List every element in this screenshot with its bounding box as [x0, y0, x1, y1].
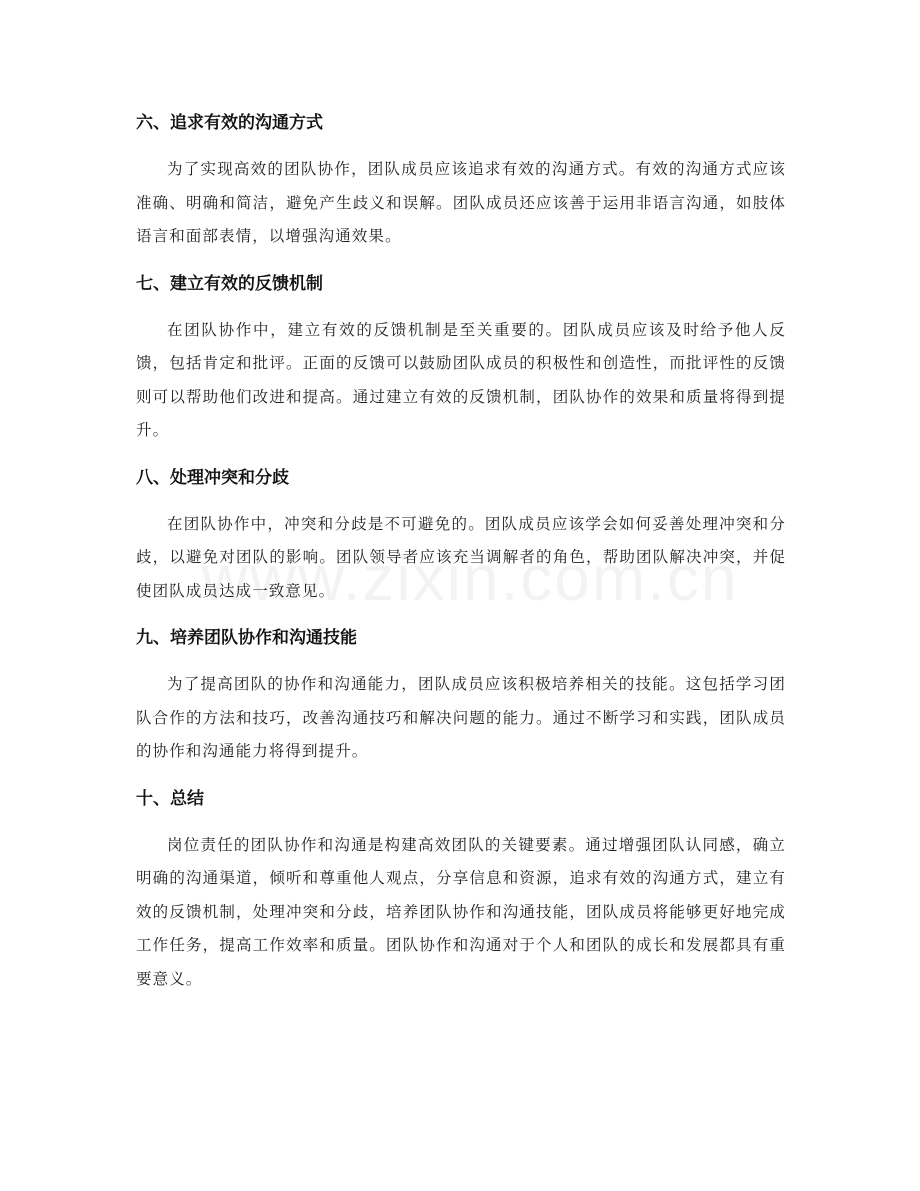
section-paragraph: 岗位责任的团队协作和沟通是构建高效团队的关键要素。通过增强团队认同感，确立明确的沟通渠道，倾听和尊重他人观点，分享信息和资源，追求有效的沟通方式，建立有效的反馈机制，处理冲突和分歧，培养团队协作和沟通技能，团队成员将能够更好地完成工作任务，提高工作效率和质量。团队协作和沟通对于个人和团队的成长和发展都具有重要意义。 [136, 835, 786, 988]
section-heading: 六、追求有效的沟通方式 [136, 113, 323, 133]
section-9 [136, 621, 786, 769]
section-heading: 九、培养团队协作和沟通技能 [136, 628, 357, 648]
section-heading: 八、处理冲突和分歧 [136, 467, 289, 488]
section-paragraph: 在团队协作中，冲突和分歧是不可避免的。团队成员应该学会如何妥善处理冲突和分歧，以避免对团队的影响。团队领导者应该充当调解者的角色，帮助团队解决冲突，并促使团队成员达成一致意见。 [136, 514, 786, 600]
section-6 [136, 106, 786, 254]
section-7 [136, 267, 786, 448]
section-8 [136, 461, 786, 609]
section-heading: 七、建立有效的反馈机制 [136, 273, 323, 294]
section-paragraph: 在团队协作中，建立有效的反馈机制是至关重要的。团队成员应该及时给予他人反馈，包括肯定和批评。正面的反馈可以鼓励团队成员的积极性和创造性，而批评性的反馈则可以帮助他们改进和提高。通过建立有效的反馈机制，团队协作的效果和质量将得到提升。 [136, 320, 786, 439]
section-heading: 十、总结 [136, 788, 204, 809]
document-body [136, 106, 786, 1009]
section-10 [136, 782, 786, 997]
section-paragraph: 为了实现高效的团队协作，团队成员应该追求有效的沟通方式。有效的沟通方式应该准确、明确和简洁，避免产生歧义和误解。团队成员还应该善于运用非语言沟通，如肢体语言和面部表情，以增强沟通效果。 [136, 160, 786, 245]
section-paragraph: 为了提高团队的协作和沟通能力，团队成员应该积极培养相关的技能。这包括学习团队合作的方法和技巧，改善沟通技巧和解决问题的能力。通过不断学习和实践，团队成员的协作和沟通能力将得到提升。 [136, 675, 786, 760]
